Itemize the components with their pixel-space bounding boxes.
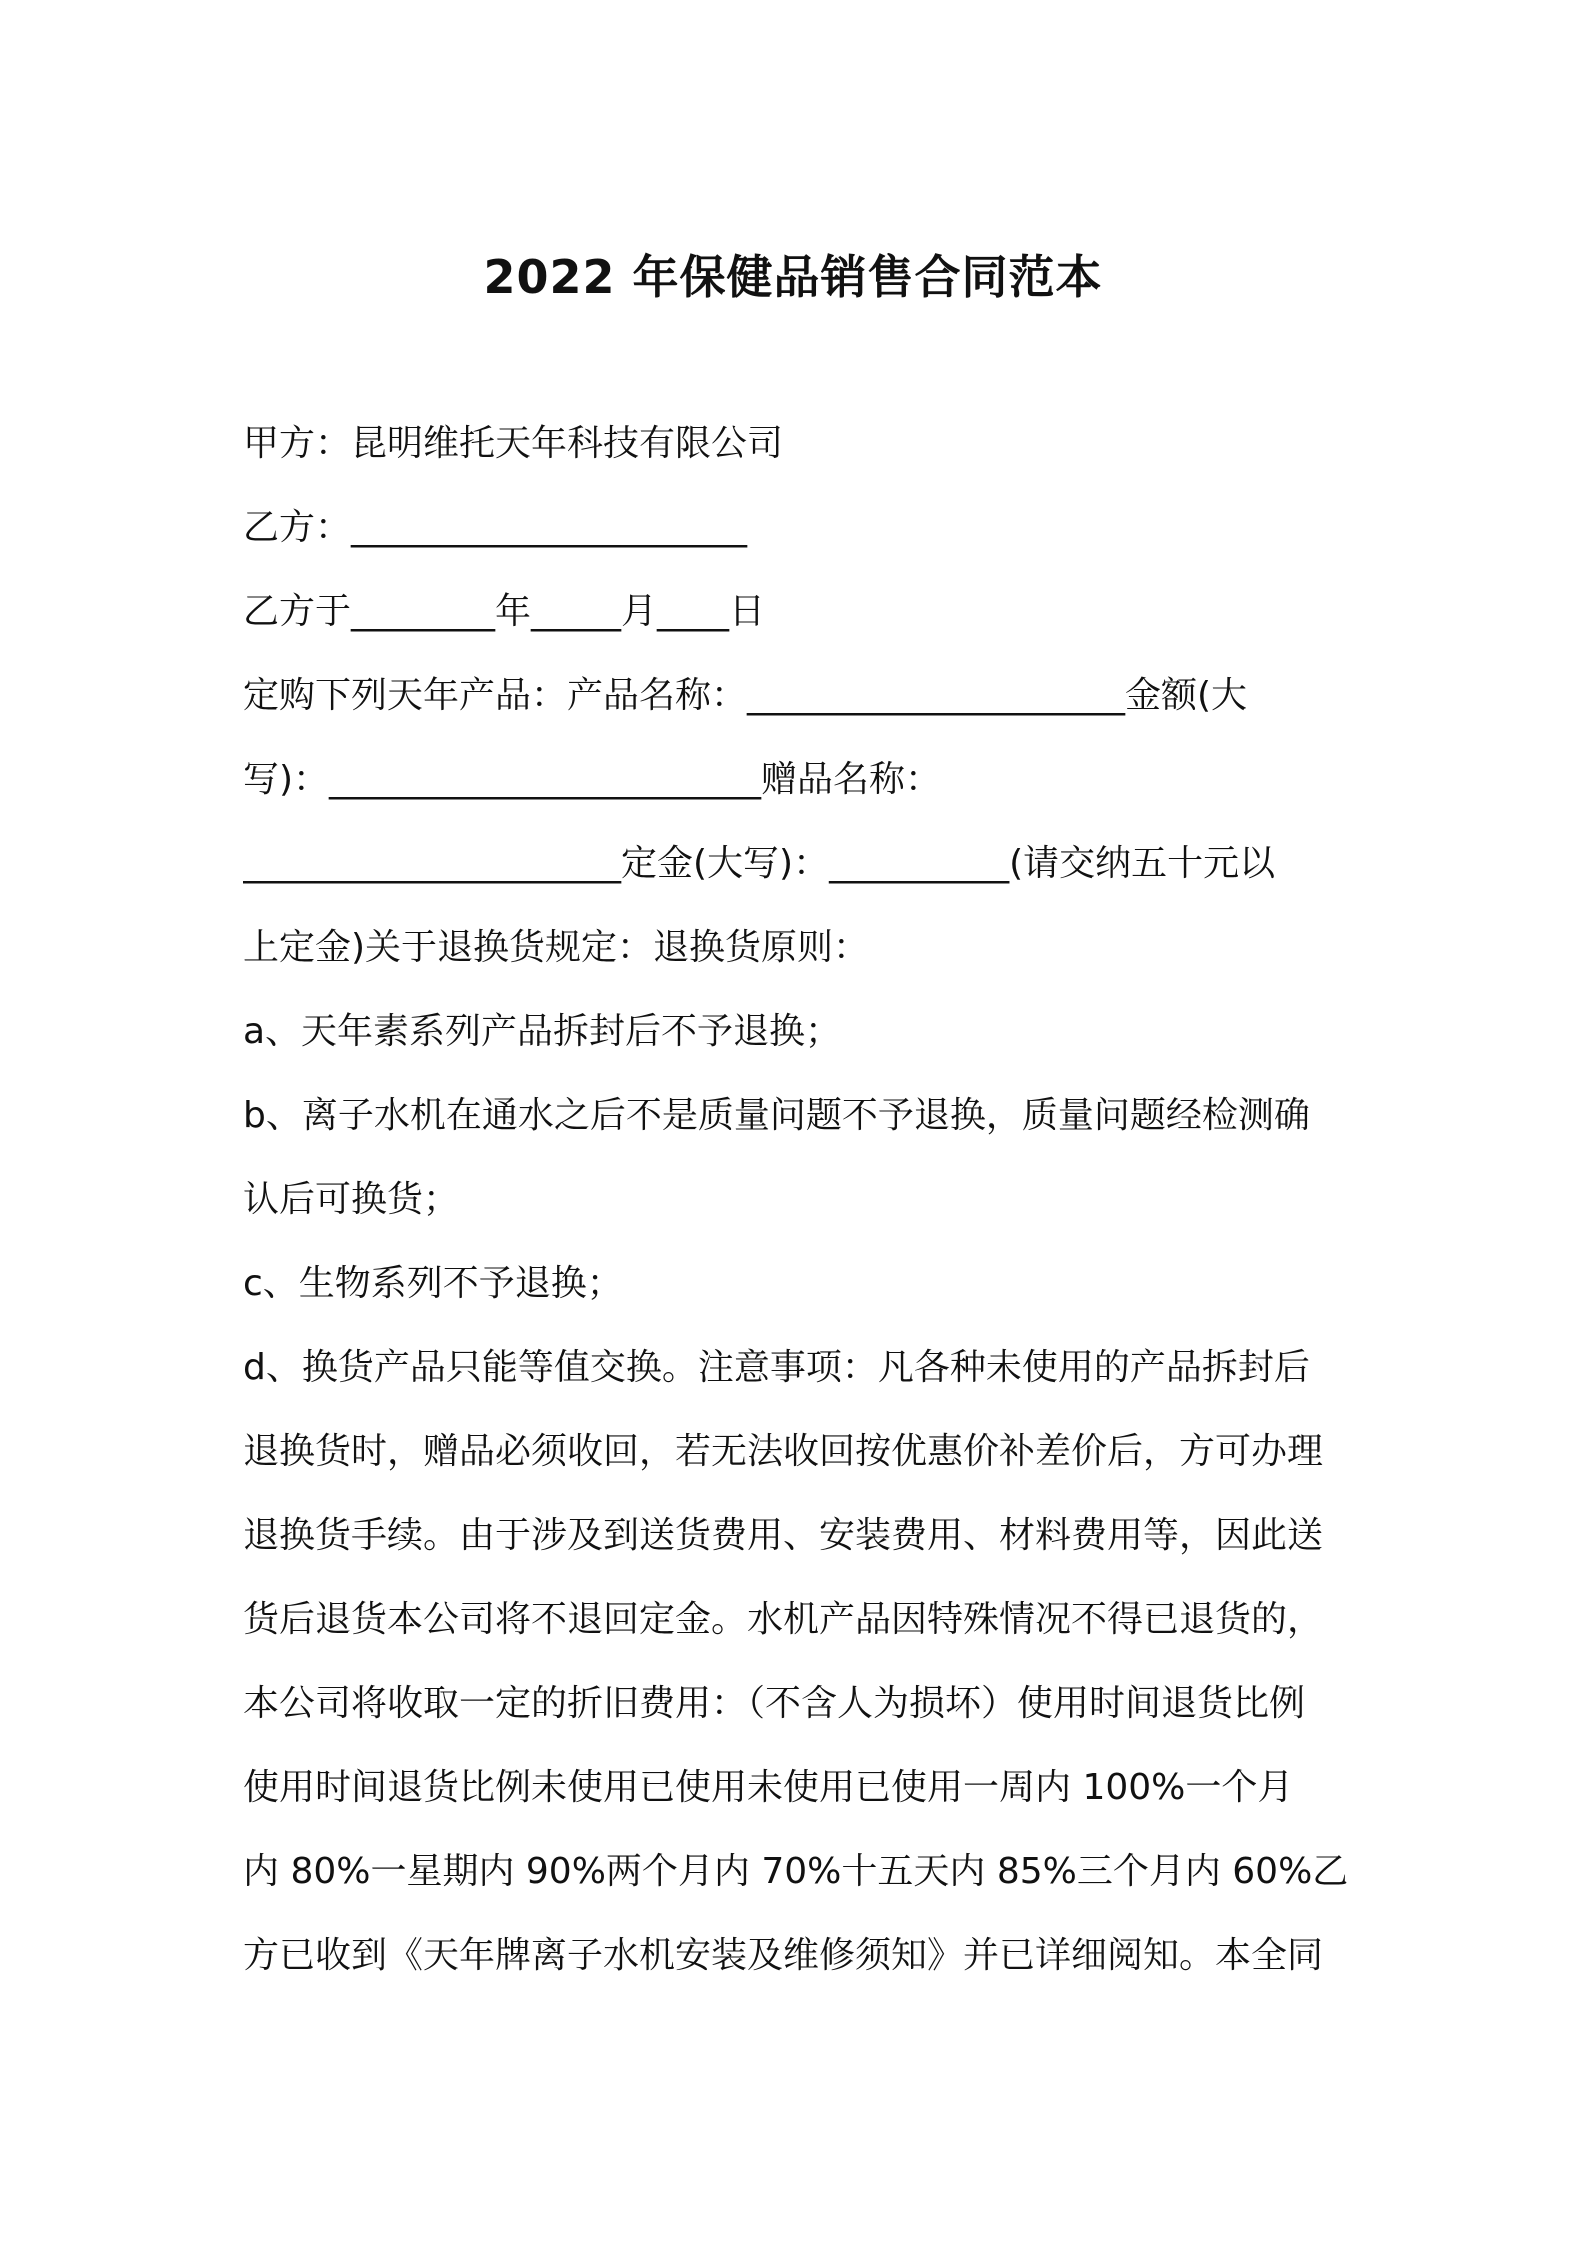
notes-line-4: 本公司将收取一定的折旧费用：（不含人为损坏）使用时间退货比例 <box>243 1683 1306 1724</box>
notes-line-3: 货后退货本公司将不退回定金。水机产品因特殊情况不得已退货的， <box>243 1599 1324 1640</box>
rule-d-line-1: d、换货产品只能等值交换。注意事项：凡各种未使用的产品拆封后 <box>243 1347 1310 1388</box>
notes-line-1: 退换货时，赠品必须收回，若无法收回按优惠价补差价后，方可办理 <box>243 1431 1324 1472</box>
rule-c: c、生物系列不予退换； <box>243 1263 623 1304</box>
order-line-2: 写)：________________________赠品名称： <box>243 759 942 800</box>
party-b-line: 乙方：______________________ <box>243 507 748 548</box>
depreciation-line-2: 内 80%一星期内 90%两个月内 70%十五天内 85%三个月内 60%乙 <box>243 1851 1349 1892</box>
date-line: 乙方于________年_____月____日 <box>243 591 766 632</box>
notes-line-2: 退换货手续。由于涉及到送货费用、安装费用、材料费用等，因此送 <box>243 1515 1324 1556</box>
rule-a: a、天年素系列产品拆封后不予退换； <box>243 1011 842 1052</box>
acknowledgement-line: 方已收到《天年牌离子水机安装及维修须知》并已详细阅知。本全同 <box>243 1935 1324 1976</box>
document-title: 2022 年保健品销售合同范本 <box>483 249 1103 304</box>
depreciation-line-1: 使用时间退货比例未使用已使用未使用已使用一周内 100%一个月 <box>243 1767 1294 1808</box>
order-line-1: 定购下列天年产品：产品名称：_____________________金额(大 <box>243 675 1248 716</box>
rule-b-line-1: b、离子水机在通水之后不是质量问题不予退换，质量问题经检测确 <box>243 1095 1310 1136</box>
party-a-line: 甲方：昆明维托天年科技有限公司 <box>243 423 784 464</box>
order-line-3: _____________________定金(大写)：__________(请交纳五十元以 <box>243 843 1276 884</box>
document-body <box>243 402 1363 1998</box>
rule-b-line-2: 认后可换货； <box>243 1179 460 1220</box>
return-rules-heading: 上定金)关于退换货规定：退换货原则： <box>243 927 870 968</box>
